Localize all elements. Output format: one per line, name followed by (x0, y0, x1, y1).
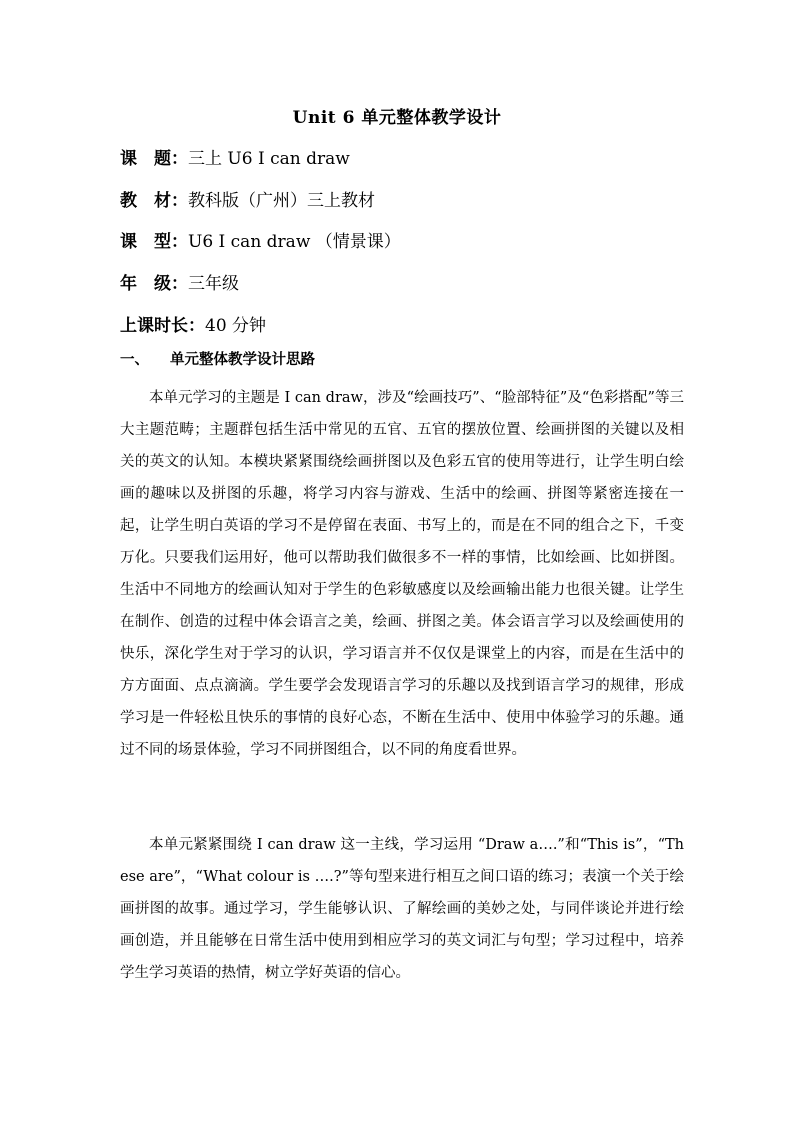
meta-lesson-type-row (120, 230, 720, 254)
body-paragraph-1: 本单元学习的主题是 I can draw，涉及“绘画技巧”、“脸部特征”及“色彩搭配”等三大主题范畴；主题群包括生活中常见的五官、五官的摆放位置、绘画拼图的关键以及相关的英文的认知。本模块紧紧围绕绘画拼图以及色彩五官的使用等进行，让学生明白绘画的趣味以及拼图的乐趣，将学习内容与游戏、生活中的绘画、拼图等紧密连接在一起，让学生明白英语的学习不是停留在表面、书写上的，而是在不同的组合之下，千变万化。只要我们运用好，他可以帮助我们做很多不一样的事情，比如绘画、比如拼图。生活中不同地方的绘画认知对于学生的色彩敏感度以及绘画输出能力也很关键。让学生在制作、创造的过程中体会语言之美，绘画、拼图之美。体会语言学习以及绘画使用的快乐，深化学生对于学习的认识，学习语言并不仅仅是课堂上的内容，而是在生活中的方方面面、点点滴滴。学生要学会发现语言学习的乐趣以及找到语言学习的规律，形成学习是一件轻松且快乐的事情的良好心态，不断在生活中、使用中体验学习的乐趣。通过不同的场景体验，学习不同拼图组合，以不同的角度看世界。 (120, 390, 684, 758)
meta-duration-value: 40 分钟 (205, 316, 267, 336)
meta-grade-row (120, 272, 720, 296)
meta-grade-value: 三年级 (188, 274, 239, 294)
meta-topic-row (120, 147, 720, 171)
body-paragraph-2: 本单元紧紧围绕 I can draw 这一主线，学习运用 “Draw a….”和“This is”，“These are”，“What colour is ….?”等句型来进行相互之间口语的练习；表演一个关于绘画拼图的故事。通过学习，学生能够认识、了解绘画的美妙之处，与同伴谈论并进行绘画创造，并且能够在日常生活中使用到相应学习的英文词汇与句型；学习过程中，培养学生学习英语的热情，树立学好英语的信心。 (120, 837, 684, 981)
meta-topic-label: 课 题： (120, 149, 188, 169)
meta-topic-value: 三上 U6 I can draw (188, 149, 350, 169)
section-heading (120, 349, 720, 371)
meta-lesson-type-value: U6 I can draw （情景课） (188, 232, 401, 252)
meta-material-value: 教科版（广州）三上教材 (188, 191, 375, 211)
section-number: 一、 (120, 351, 149, 368)
section-title: 单元整体教学设计思路 (170, 351, 315, 368)
meta-duration-row (120, 314, 720, 338)
meta-material-label: 教 材： (120, 191, 188, 211)
meta-material-row (120, 189, 720, 213)
meta-duration-label: 上课时长： (120, 316, 205, 336)
document-title: Unit 6 单元整体教学设计 (292, 108, 502, 128)
meta-lesson-type-label: 课 型： (120, 232, 188, 252)
meta-grade-label: 年 级： (120, 274, 188, 294)
